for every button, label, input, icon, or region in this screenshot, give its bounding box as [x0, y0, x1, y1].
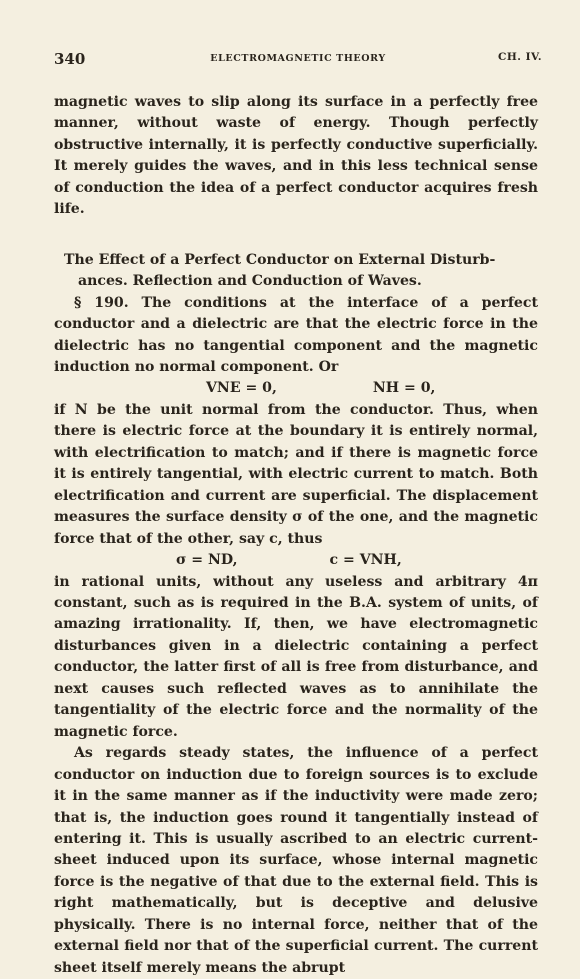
- page-body: [54, 92, 538, 979]
- paragraph: in rational units, without any useless and arbitrary 4π constant, such as is required in the B.A. system of units, of amazing irrationality. If, then, we have electromagnetic disturbances given in a dielectric containing a perfect conductor, the latter first of all is free from disturbance, and next causes such reflected waves as to annihilate the tangentiality of the electric force and the normality of the magnetic force.: [54, 573, 538, 740]
- paragraph: magnetic waves to slip along its surface in a perfectly free manner, without waste of energy. Though perfectly obstructive internally, it is perfectly conductive superficially. It merely guides the waves, and in this less technical sense of conduction the idea of a perfect conductor acquires fresh life.: [54, 94, 538, 218]
- equation-left: σ = ND,: [176, 552, 238, 569]
- page-number: 340: [54, 50, 86, 68]
- paragraph: § 190. The conditions at the interface of a perfect conductor and a dielectric are that the electric force in the dielectric has no tangential component and the magnetic induction no normal component. Or: [54, 294, 538, 375]
- chapter-label: CH. IV.: [498, 51, 542, 63]
- paragraph: As regards steady states, the influence of a perfect conductor on induction due to foreign sources is to exclude it in the same manner as if the inductivity were made zero; that is, the induction goes round it tangentially instead of entering it. This is usually ascribed to an electric current-sheet induced upon its surface, whose internal magnetic force is the negative of that due to the external field. This is right mathematically, but is deceptive and delusive physically. There is no internal force, neither that of the external field nor that of the superficial current. The current sheet itself merely means the abrupt: [54, 745, 538, 976]
- page-header: [54, 50, 542, 72]
- running-title: ELECTROMAGNETIC THEORY: [210, 53, 386, 64]
- equation-right: NH = 0,: [372, 380, 436, 397]
- equation: [54, 378, 538, 399]
- equation-right: c = VNH,: [329, 552, 402, 569]
- equation: [54, 550, 538, 571]
- section-heading: [54, 250, 538, 293]
- section-heading-line2: ances. Reflection and Conduction of Waves.: [78, 273, 422, 290]
- paragraph: if N be the unit normal from the conductor. Thus, when there is electric force at the boundary it is entirely normal, with electrification to match; and if there is magnetic force it is entirely tangential, with electric current to match. Both electrification and current are superficial. The displacement measures the surface density σ of the one, and the magnetic force that of the other, say c, thus: [54, 401, 538, 547]
- equation-left: VNE = 0,: [206, 380, 277, 397]
- section-heading-line1: The Effect of a Perfect Conductor on External Disturb-: [64, 251, 496, 268]
